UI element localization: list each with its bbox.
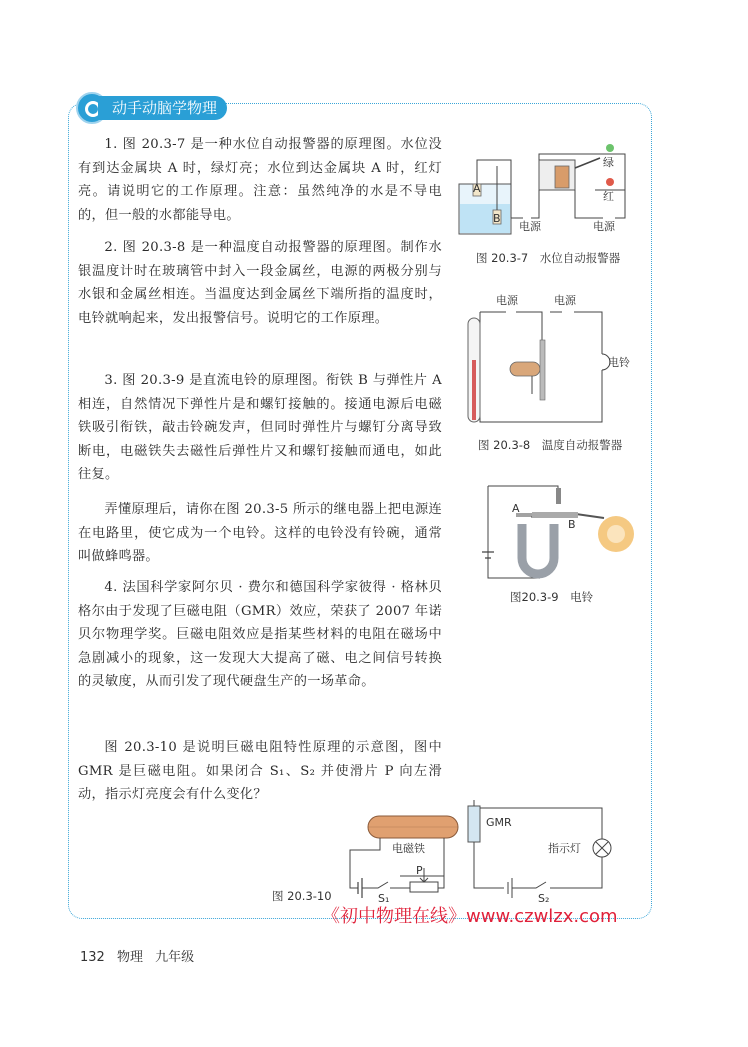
lamp-label: 指示灯	[548, 842, 581, 855]
figure-caption-9: 图20.3-9 电铃	[510, 590, 594, 604]
paragraph-3: 3. 图 20.3-9 是直流电铃的原理图。衔铁 B 与弹性片 A 相连，自然情况下弹性片是和螺钉接触的。接通电源后电磁铁吸引衔铁，敲击铃碗发声，但同时弹性片与螺钉分离导致断电，电磁铁失去磁性后弹性片又和螺钉接触而通电，如此往复。	[78, 373, 442, 482]
label-b: B	[568, 518, 576, 531]
page-number: 132	[80, 950, 105, 965]
grade: 九年级	[155, 950, 195, 965]
power-label-1: 电源	[519, 220, 541, 233]
label-a: A	[512, 502, 520, 515]
paragraph-6: 图 20.3-10 是说明巨磁电阻特性原理的示意图，图中 GMR 是巨磁电阻。如果闭合 S₁、S₂ 并使滑片 P 向左滑动，指示灯亮度会有什么变化？	[78, 740, 442, 802]
power-label-1: 电源	[496, 294, 518, 307]
green-lamp-label: 绿	[603, 156, 614, 169]
label-a: A	[473, 182, 481, 195]
electromagnet-label: 电磁铁	[392, 842, 425, 855]
slider-p-label: P	[416, 864, 423, 877]
red-lamp-label: 红	[603, 190, 614, 203]
figure-electric-bell	[476, 478, 636, 582]
bell-label: 电铃	[608, 356, 630, 369]
label-b: B	[493, 212, 501, 225]
subject: 物理	[116, 950, 143, 965]
watermark: 《初中物理在线》www.czwlzx.com	[322, 906, 618, 927]
switch-s1-label: S₁	[378, 892, 390, 904]
figure-temperature-alarm	[462, 290, 642, 428]
figure-caption-10: 图 20.3-10	[272, 889, 332, 903]
section-title: 动手动脑学物理	[98, 96, 227, 120]
paragraph-5: 4. 法国科学家阿尔贝 · 费尔和德国科学家彼得 · 格林贝格尔由于发现了巨磁电阻（GMR）效应，荣获了 2007 年诺贝尔物理学奖。巨磁电阻效应是指某些材料的电阻在磁场中急剧减小的现象，这一发现大大提高了磁、电之间信号转换的灵敏度，从而引发了现代硬盘生产的一场革命。	[78, 580, 442, 689]
power-label-2: 电源	[554, 294, 576, 307]
figure-water-alarm	[455, 138, 645, 238]
figure-caption-7: 图 20.3-7 水位自动报警器	[476, 251, 621, 265]
section-header	[76, 92, 236, 122]
switch-s2-label: S₂	[538, 892, 550, 904]
paragraph-1: 1. 图 20.3-7 是一种水位自动报警器的原理图。水位没有到达金属块 A 时，绿灯亮；水位到达金属块 A 时，红灯亮。请说明它的工作原理。注意：虽然纯净的水是不导电的，但一般的水都能导电。	[78, 137, 442, 223]
paragraph-4: 弄懂原理后，请你在图 20.3-5 所示的继电器上把电源连在电路里，使它成为一个电铃。这样的电铃没有铃碗，通常叫做蜂鸣器。	[78, 502, 442, 564]
power-label-2: 电源	[593, 220, 615, 233]
page-footer	[80, 946, 202, 965]
gmr-label: GMR	[486, 816, 512, 829]
paragraph-2: 2. 图 20.3-8 是一种温度自动报警器的原理图。制作水银温度计时在玻璃管中封入一段金属丝，电源的两极分别与水银和金属丝相连。当温度达到金属丝下端所指的温度时，电铃就响起来，发出报警信号。说明它的工作原理。	[78, 240, 442, 326]
figure-caption-8: 图 20.3-8 温度自动报警器	[478, 438, 623, 452]
figure-gmr	[340, 800, 630, 904]
